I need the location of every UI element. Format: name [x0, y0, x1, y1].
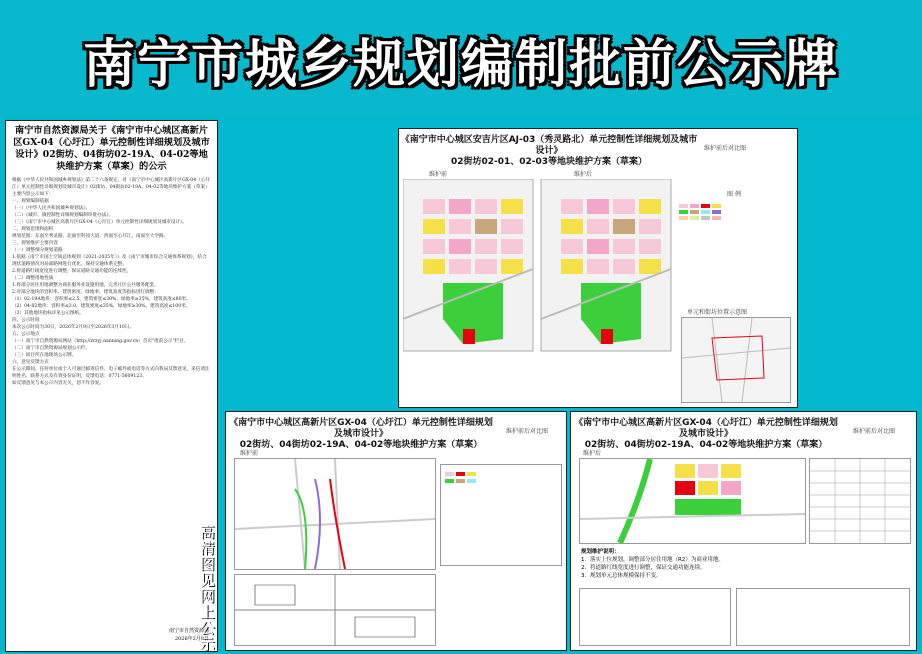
plan-left-detail-svg — [235, 575, 435, 645]
plan-top-maps — [403, 179, 673, 353]
notice-paragraph: 2.将道路红线宽度进行调整，保证道路交通功能的连续性。 — [12, 269, 132, 274]
plan-right-table-svg — [810, 459, 910, 543]
plan-right-note-2: 2．将道路红线宽度进行调整，保证交通功能连续。 — [581, 565, 706, 571]
plan-right-table — [809, 458, 911, 544]
plan-right-header — [571, 418, 841, 451]
plan-top-after-map — [541, 179, 671, 351]
notice-signature: 南宁市自然资源局 — [168, 628, 209, 634]
plan-left-map-svg — [235, 459, 435, 569]
plan-top-legend-title: 图 例 — [727, 191, 741, 198]
plan-top-compare-label: 维护前后对比图 — [704, 145, 747, 152]
plan-top-legend — [679, 189, 789, 220]
notice-paragraph: （二）调整用地性质 — [12, 276, 54, 281]
plan-left-header — [226, 418, 496, 451]
notice-paragraph: （一）《中华人民共和国城乡规划法》。 — [12, 206, 91, 211]
notice-paragraph: （一）调整细分规划道路 — [12, 248, 63, 253]
plan-right-map — [579, 458, 806, 544]
notice-paragraph: 三、规划维护主要内容 — [12, 241, 58, 246]
notice-paragraph: 根据《中华人民共和国城乡规划法》第二十六条规定，对《南宁市中心城区高新片区GX-04（心圩江）单元控制性详细规划及城市设计》02街坊、04街坊02-19A、04-02等地块维护方案（草案）主要内容公示如下： — [12, 178, 210, 197]
notice-paragraph: 六、意见反馈方式 — [12, 360, 49, 365]
plan-top-location-svg — [682, 318, 790, 402]
plan-top-before-label: 维护前 — [429, 171, 448, 178]
plan-top-legend-swatches — [679, 202, 789, 220]
notice-paragraph: 二、规划范围和面积 — [12, 227, 54, 232]
plan-left-legend-swatches — [441, 465, 561, 487]
notice-paragraph: （二）南宁市自然资源局规划公示栏。 — [12, 346, 91, 351]
side-label: 高清图见网上公示 — [200, 523, 216, 653]
notice-paragraph: 一、规划编制依据 — [12, 199, 49, 204]
notice-paragraph: （三）《南宁市中心城区高新片区GX-04（心圩江）单元控制性详细规划及城市设计》。 — [12, 220, 187, 225]
plan-left-title: 《南宁市中心城区高新片区GX-04（心圩江）单元控制性详细规划及城市设计》 — [229, 418, 493, 439]
notice-paragraph: （一）南宁市自然资源局网站（http://zrzyj.nanning.gov.cn）首页"批前公示"栏目。 — [12, 339, 189, 344]
plan-right-notes-title: 规划维护说明： — [581, 549, 620, 555]
plan-top-title: 《南宁市中心城区安吉片区AJ-03（秀灵路北）单元控制性详细规划及城市设计》 — [400, 135, 698, 156]
plan-left-before-label: 维护前 — [240, 450, 259, 457]
plan-top-subtitle: 02街坊02-01、02-03等地块维护方案（草案） — [450, 157, 648, 167]
plan-left-legend — [440, 464, 562, 566]
plan-right-map-svg — [580, 459, 805, 543]
banner — [0, 0, 922, 118]
plan-top-location-map — [681, 317, 791, 403]
notice-paragraph: （3）其他地块指标详见公示图纸。 — [12, 311, 84, 316]
plan-right-detail-map-1 — [579, 588, 731, 646]
notice-paragraph: 五、公示地点 — [12, 332, 40, 337]
notice-paragraph: （2）04-02地块：容积率≤3.0，建筑密度≤35%，绿地率≥30%，建筑高度≤100米。 — [12, 304, 191, 309]
notice-paragraph: 四、公示时间 — [12, 318, 40, 323]
plan-top-before-map — [403, 179, 533, 351]
notice-paragraph: 在公示期间，任何单位或个人可通过邮寄信件、电子邮件或电话等方式向我局反馈意见，来信请注明姓名、联系方式及有效身份证明，反馈电话：0771-5609123。 — [12, 367, 210, 379]
plan-top-location-label: 单元和街坊位置示意图 — [687, 309, 748, 316]
notice-paragraph: （1）02-19A地块：容积率≤2.5，建筑密度≤30%，绿地率≥35%，建筑高度≤80米。 — [12, 297, 191, 302]
plan-left-subtitle: 02街坊、04街坊02-19A、04-02等地块维护方案（草案） — [239, 440, 483, 450]
plan-top-header — [399, 135, 699, 168]
plan-left-panel — [225, 411, 567, 651]
plan-top-after-label: 维护后 — [574, 171, 593, 178]
notice-body — [6, 175, 217, 389]
plan-top-panel — [398, 128, 798, 408]
plan-right-compare-label: 维护前后对比图 — [853, 428, 896, 435]
plan-right-title: 《南宁市中心城区高新片区GX-04（心圩江）单元控制性详细规划及城市设计》 — [574, 418, 838, 439]
notice-paragraph: 1.依据《南宁市国土空间总体规划（2021-2035年）》及《南宁市城市综合交通体系规划》，结合现状道路情况对局部路网进行优化，保持交通体系完整。 — [12, 255, 207, 267]
plan-left-compare-label: 维护前后对比图 — [506, 428, 549, 435]
plan-right-note-1: 1．落实上位规划，调整部分居住用地（R2）为商业用地。 — [581, 557, 724, 563]
notice-paragraph: （二）《城市、镇控制性详细规划编制审批办法》。 — [12, 213, 114, 218]
plan-left-map — [234, 458, 436, 570]
plan-right-after-label: 维护后 — [583, 450, 602, 457]
notice-paragraph: 如反馈意见与本公示内容无关，恕不作答复。 — [12, 381, 104, 386]
notice-date: 2026年2月9日 — [174, 636, 209, 642]
banner-title: 南宁市城乡规划编制批前公示牌 — [82, 35, 839, 95]
plan-right-notes — [581, 548, 806, 580]
plan-left-detail-map — [234, 574, 436, 646]
plan-right-panel — [570, 411, 917, 651]
notice-document — [5, 120, 218, 652]
notice-paragraph: 2.对部分地块的容积率、建筑密度、绿地率、建筑高度等指标进行调整： — [12, 290, 159, 295]
plan-right-detail-map-2 — [736, 588, 910, 646]
plan-right-subtitle: 02街坊、04街坊02-19A、04-02等地块维护方案（草案） — [584, 440, 828, 450]
plan-right-note-3: 3．规划单元总体规模保持不变。 — [581, 573, 662, 579]
notice-title: 南宁市自然资源局关于《南宁市中心城区高新片区GX-04（心圩江）单元控制性详细规划及城市设计》02街坊、04街坊02-19A、04-02等地块维护方案（草案）的公示 — [13, 125, 210, 172]
notice-paragraph: 规划范围：东面至秀灵路、北面至科园大道、西面至心圩江、南面至大学路。 — [12, 234, 169, 239]
notice-paragraph: （三）项目所在地现场公示牌。 — [12, 353, 77, 358]
notice-paragraph: 本次公示时间为30日，2026年2月9日至2026年3月10日。 — [12, 325, 134, 330]
notice-paragraph: 1.将部分居住用地调整为商业服务业设施用地，完善片区公共服务配套。 — [12, 283, 159, 288]
